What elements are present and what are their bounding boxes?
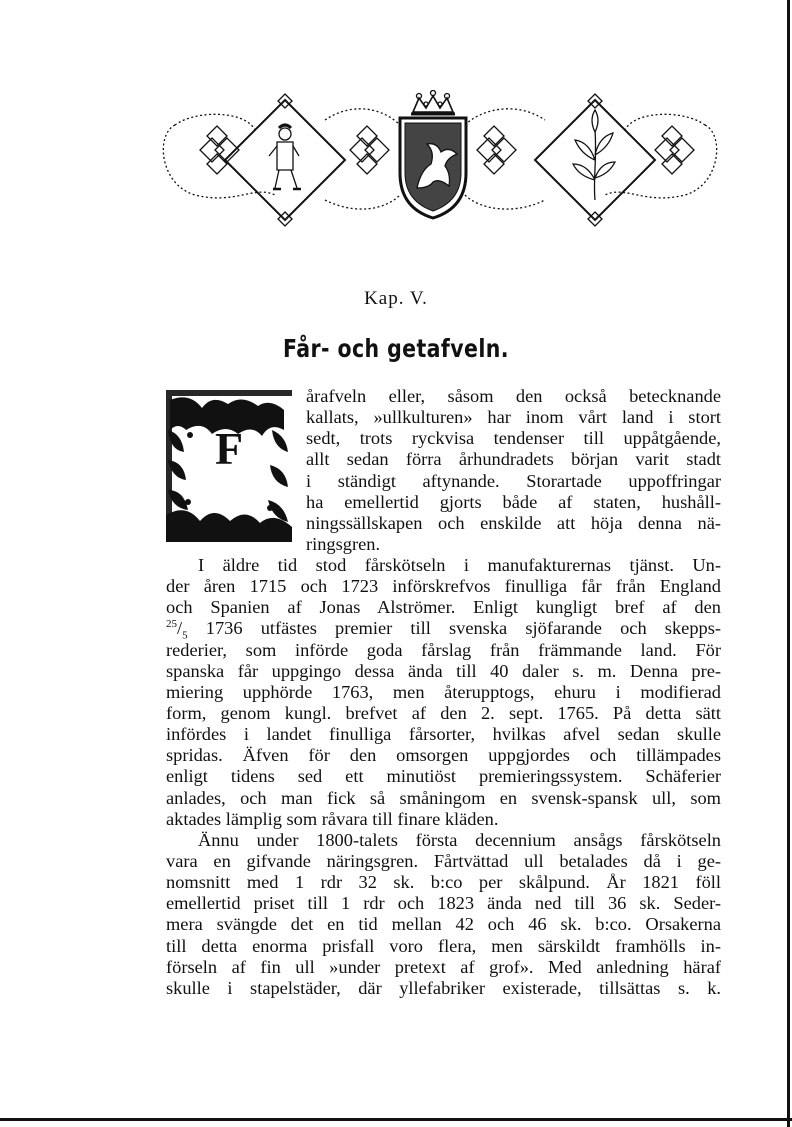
paragraph-line: vara en gifvande näringsgren. Fårtvättad ull betalades då i ge- [166,850,721,871]
page-edge-right [787,0,790,1127]
paragraph-line: anlades, och man fick så småningom en svensk-spansk ull, som [166,787,721,808]
coat-of-arms-shield [400,118,466,218]
lead-line: årafveln eller, såsom den också betecknande [306,386,721,406]
chapter-label: Kap. V. [364,288,428,309]
date-fraction-denominator: 5 [182,630,188,643]
middle-right-knot-ornament [477,126,516,174]
drop-cap-ornament [166,390,292,542]
paragraph-line: Ännu under 1800-talets första decennium ansågs fårskötseln [198,829,721,850]
paragraph-line: till detta enorma prisfall voro flera, men särskildt framhölls in- [166,935,721,956]
lead-line: i ständigt aftynande. Storartade uppoffringar [306,470,721,491]
lead-line: ringsgren. [306,533,381,554]
paragraph-line: infördes i landet finulliga fårsorter, hvilkas afvel sedan skulle [166,724,721,745]
lead-line: kallats, »ullkulturen» har inom vårt land i stort [306,407,721,428]
drop-cap-letter: F [214,423,244,474]
paragraph-line: rederier, som införde goda fårslag från främmande land. För [166,639,721,660]
date-fraction-numerator: 25 [166,618,177,631]
paragraph-line: nomsnitt med 1 rdr 32 sk. b:co per skålpund. År 1821 föll [166,872,721,893]
paragraph-line: mera svängde det en tid mellan 42 och 46 sk. b:co. Orsakerna [166,914,721,935]
paragraph-line: enligt tidens sed ett minutiöst premieringssystem. Schäferier [166,766,721,787]
paragraph-line: spridas. Äfven för den omsorgen uppgjordes och tillämpades [166,745,721,766]
page-title: Får- och getafveln. [283,334,509,363]
plant-sprig-figure [573,110,615,200]
paragraph-line: spanska får uppgingo dessa ända till 40 daler s. m. Denna pre- [166,660,721,681]
lead-line: ningssällskapen och enskilde att höja denna nä- [306,512,721,533]
walking-man-figure [269,125,301,189]
lead-paragraph [306,386,721,555]
lead-line: ha emellertid gjorts både af staten, hushåll- [306,491,721,512]
paragraph-line: skulle i stapelstäder, där yllefabriker existerade, tillsättas s. k. [166,977,721,998]
paragraph-line: emellertid priset till 1 rdr och 1823 ända ned till 36 sk. Seder- [166,893,721,914]
crown-ornament [411,91,455,115]
paragraph-line: form, genom kungl. brefvet af den 2. sept. 1765. På detta sätt [166,702,721,723]
paragraph-line: miering upphörde 1763, men återupptogs, ehuru i modifierad [166,681,721,702]
paragraph-line-with-date: $^{25}/_5$ 1736 utfästes premier till svenska sjöfarande och skepps- [166,618,721,643]
left-diamond-frame [225,100,345,220]
right-knot-ornament [655,126,694,174]
headpiece-ornament [155,90,725,230]
middle-left-knot-ornament [350,126,389,174]
lead-line: allt sedan förra århundradets början varit stadt [306,449,721,470]
paragraph-line: förseln af fin ull »under pretext af grof». Med anledning häraf [166,956,721,977]
page-edge-bottom [0,1118,792,1121]
lead-line: sedt, trots ryckvisa tendenser till uppåtgående, [306,428,721,449]
paragraph-line: I äldre tid stod fårskötseln i manufakturernas tjänst. Un- [198,555,721,575]
paragraph-line: aktades lämplig som råvara till finare kläden. [166,808,499,829]
paragraph-line: och Spanien af Jonas Alströmer. Enligt kungligt bref af den [166,597,721,618]
body-text [166,555,721,999]
paragraph-line: der åren 1715 och 1723 införskrefvos finulliga får från England [166,576,721,597]
paragraph-line-rest: 1736 utfästes premier till svenska sjöfarande och skepps- [187,618,721,639]
